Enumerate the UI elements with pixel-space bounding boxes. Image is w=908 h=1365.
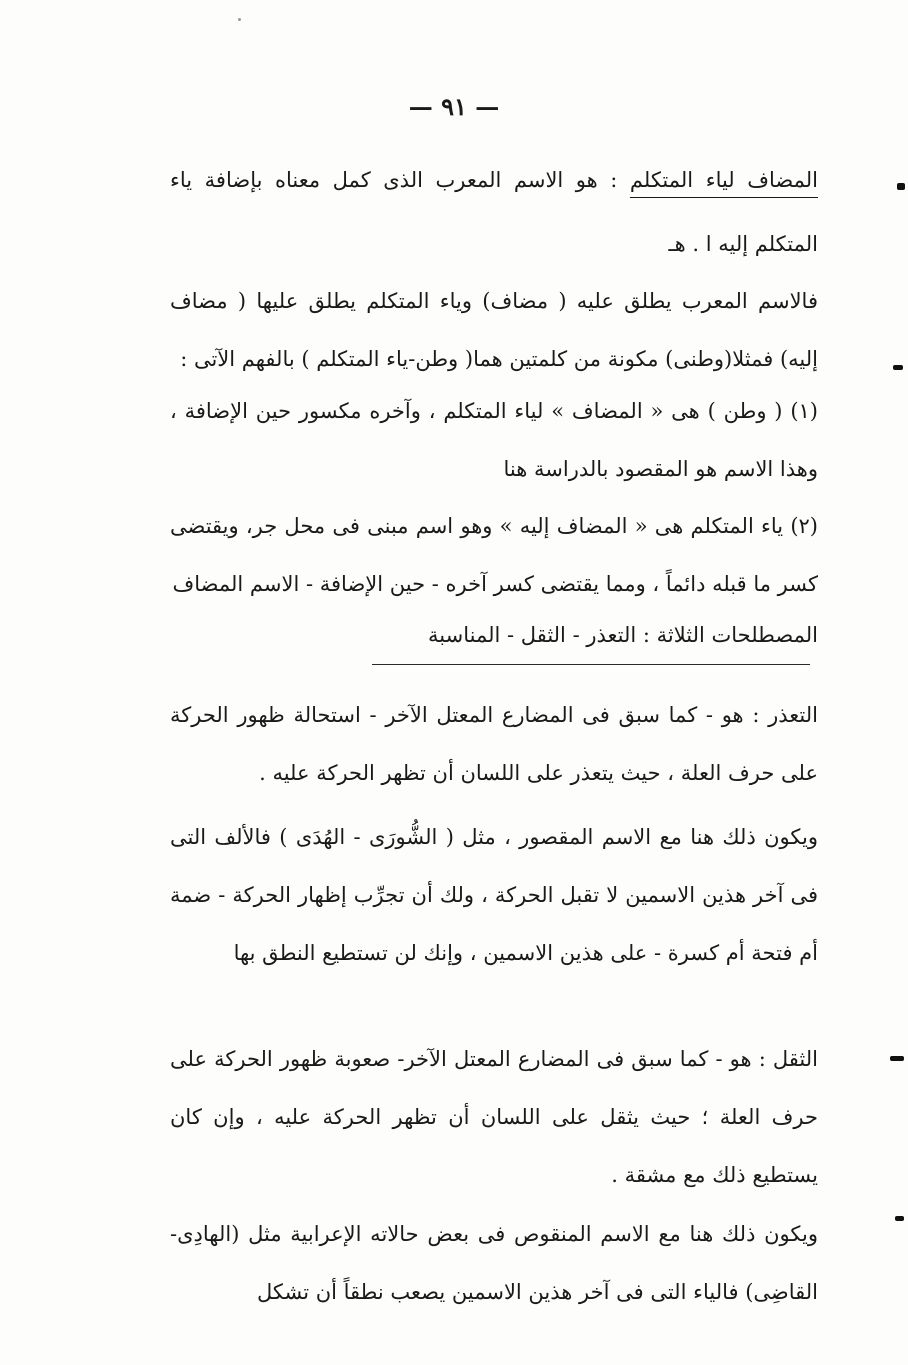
paragraph-point-1	[170, 382, 818, 498]
section-divider	[372, 664, 810, 665]
margin-mark	[897, 183, 905, 190]
margin-mark	[895, 1216, 904, 1221]
paragraph-text: ويكون ذلك هنا مع الاسم المنقوص فى بعض حالاته الإعرابية مثل (الهادِى-القاضِى) فالياء التى فى آخر هذين الاسمين يصعب نطقاً أن تشكل	[170, 1222, 818, 1304]
section-heading	[170, 606, 818, 664]
definition-text: : هو الاسم المعرب الذى كمل معناه بإضافة ياء المتكلم إليه ا . هـ	[170, 168, 818, 256]
page-number: — ٩١ —	[408, 92, 500, 121]
definition-paragraph	[170, 148, 818, 276]
defined-term: المضاف لياء المتكلم	[629, 168, 818, 192]
margin-mark	[893, 365, 903, 370]
paragraph-text: فالاسم المعرب يطلق عليه ( مضاف) وياء المتكلم يطلق عليها ( مضاف إليه) فمثلا(وطنى) مكونة من كلمتين هما( وطن-ياء المتكلم ) بالفهم الآتى :	[170, 289, 818, 371]
paragraph-text: (١) ( وطن ) هى « المضاف » لياء المتكلم ، وآخره مكسور حين الإضافة ، وهذا الاسم هو المقصود بالدراسة هنا	[170, 399, 818, 481]
paragraph-manqus	[170, 1205, 818, 1321]
paragraph-point-2	[170, 497, 818, 613]
paragraph-text: الثقل : هو - كما سبق فى المضارع المعتل الآخر- صعوبة ظهور الحركة على حرف العلة ؛ حيث يثقل على اللسان أن تظهر الحركة عليه ، وإن كان يستطيع ذلك مع مشقة .	[170, 1047, 818, 1187]
paragraph-text: التعذر : هو - كما سبق فى المضارع المعتل الآخر - استحالة ظهور الحركة على حرف العلة ، حيث يتعذر على اللسان أن تظهر الحركة عليه .	[170, 703, 818, 785]
paragraph-explanation	[170, 272, 818, 388]
paragraph-taadhur	[170, 686, 818, 802]
scan-speck	[238, 18, 241, 21]
paragraph-text: (٢) ياء المتكلم هى « المضاف إليه » وهو اسم مبنى فى محل جر، ويقتضى كسر ما قبله دائماً ، ومما يقتضى كسر آخره - حين الإضافة - الاسم المضاف	[170, 514, 818, 596]
paragraph-text: ويكون ذلك هنا مع الاسم المقصور ، مثل ( الشُّورَى - الهُدَى ) فالألف التى فى آخر هذين الاسمين لا تقبل الحركة ، ولك أن تجرِّب إظهار الحركة - ضمة أم فتحة أم كسرة - على هذين الاسمين ، وإنك لن تستطيع النطق بها	[170, 825, 818, 965]
margin-mark	[890, 1056, 904, 1061]
paragraph-thiql	[170, 1030, 818, 1204]
heading-text: المصطلحات الثلاثة : التعذر - الثقل - المناسبة	[428, 623, 818, 647]
paragraph-maqsur	[170, 808, 818, 982]
